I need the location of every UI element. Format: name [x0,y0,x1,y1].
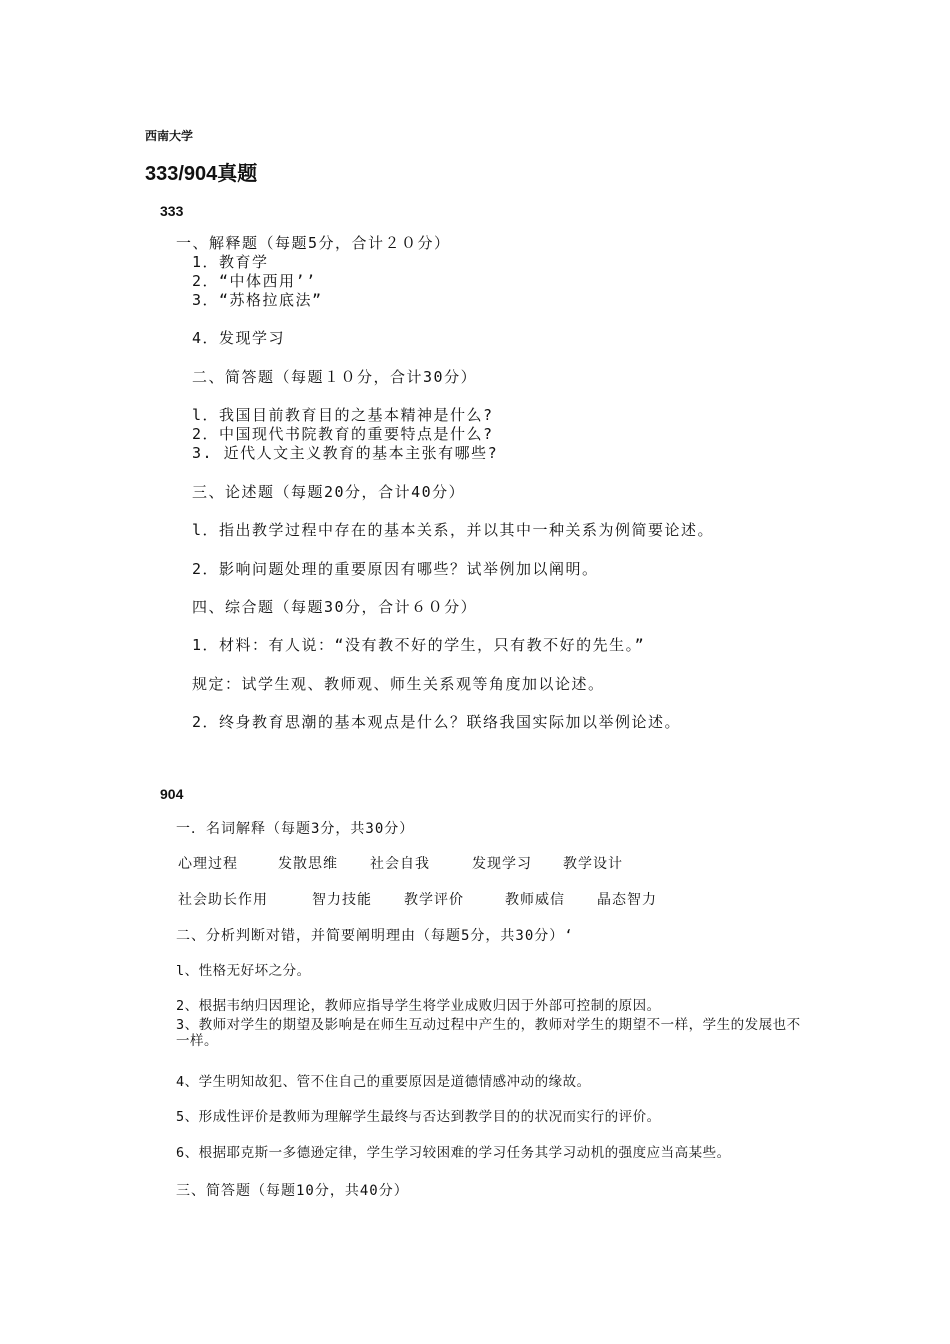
section-heading-904-1: 一．名词解释（每题3分，共30分） [176,821,415,837]
section-heading-904-2: 二、分析判断对错，并简要阐明理由（每题5分，共30分）‘ [176,928,574,944]
term: 教学设计 [563,856,623,872]
term: 社会助长作用 [178,892,268,908]
list-item: 3、教师对学生的期望及影响是在师生互动过程中产生的，教师对学生的期望不一样，学生的发展也不一样。 [176,1017,801,1049]
paper-code-333: 333 [160,203,184,219]
list-item: l、性格无好坏之分。 [176,963,311,979]
term: 心理过程 [178,856,238,872]
list-item: l．我国目前教育目的之基本精神是什么? [192,406,494,424]
list-item: 2．影响问题处理的重要原因有哪些？试举例加以阐明。 [192,560,599,578]
term: 社会自我 [370,856,430,872]
school-name: 西南大学 [145,129,194,143]
list-item: 2．中国现代书院教育的重要特点是什么? [192,425,494,443]
section-heading-333-2: 二、简答题（每题１０分，合计30分） [192,368,478,386]
section-heading-904-3: 三、简答题（每题10分，共40分） [176,1183,409,1199]
list-item: 2．终身教育思潮的基本观点是什么？联络我国实际加以举例论述。 [192,713,682,731]
section-heading-333-3: 三、论述题（每题20分，合计40分） [192,483,466,501]
list-item: 5、形成性评价是教师为理解学生最终与否达到教学目的的状况而实行的评价。 [176,1109,661,1125]
list-item: 2．“中体西用’’ [192,272,317,290]
section-heading-333-4: 四、综合题（每题30分，合计６０分） [192,598,478,616]
list-item: 3．“苏格拉底法” [192,291,323,309]
term: 教师威信 [505,892,565,908]
list-item: 1．教育学 [192,253,269,271]
list-item: 6、根据耶克斯一多德逊定律，学生学习较困难的学习任务其学习动机的强度应当高某些。 [176,1145,731,1161]
list-item: 4、学生明知故犯、管不住自己的重要原因是道德情感冲动的缘故。 [176,1074,591,1090]
list-item: 1．材料：有人说：“没有教不好的学生，只有教不好的先生。” [192,636,646,654]
paper-code-904: 904 [160,786,184,802]
list-item-requirement: 规定：试学生观、教师观、师生关系观等角度加以论述。 [192,675,605,693]
term: 智力技能 [312,892,372,908]
term: 晶态智力 [597,892,657,908]
page-title: 333/904真题 [145,163,258,185]
term: 发现学习 [472,856,532,872]
list-item: 4．发现学习 [192,329,286,347]
list-item: 2、根据韦纳归因理论，教师应指导学生将学业成败归因于外部可控制的原因。 [176,998,661,1014]
section-heading-333-1: 一、解释题（每题5分，合计２０分） [176,234,451,252]
term: 教学评价 [404,892,464,908]
term: 发散思维 [278,856,338,872]
list-item: l．指出教学过程中存在的基本关系，并以其中一种关系为例简要论述。 [192,521,715,539]
list-item: 3. 近代人文主义教育的基本主张有哪些? [192,444,499,462]
